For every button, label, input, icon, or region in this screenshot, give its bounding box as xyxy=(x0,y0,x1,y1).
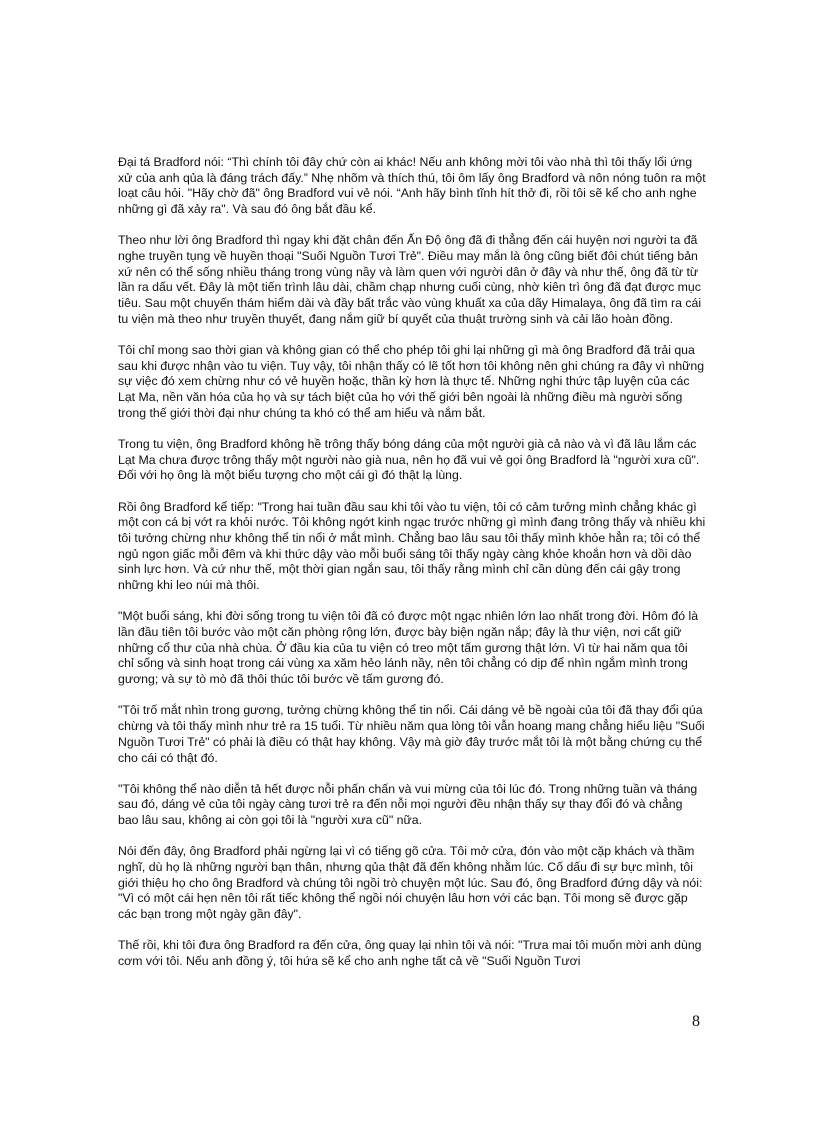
paragraph-2: Theo như lời ông Bradford thì ngay khi đặt chân đến Ấn Độ ông đã đi thẳng đến cái huyện nơi người ta đã nghe truyền tụng về huyền thoại "Suối Nguồn Tươi Trẻ". Điều may mắn là ông cũng biết đôi chút tiếng bản xứ nên có thể sống nhiều tháng trong vùng nầy và làm quen với người dân ở đây và như thế, ông đã từ từ lần ra dấu vết. Đây là một tiến trình lâu dài, chầm chạp nhưng cuối cùng, nhờ kiên trì ông đã đạt được mục tiêu. Sau một chuyến thám hiểm dài và đầy bất trắc vào vùng khuất xa của dãy Himalaya, ông đã tìm ra cái tu viện mà theo như truyền thuyết, đang nắm giữ bí quyết của thuật trường sinh và cải lão hoàn đồng. xyxy=(118,233,702,326)
paragraph-6: "Một buổi sáng, khi đời sống trong tu viện tôi đã có được một ngạc nhiên lớn lao nhất trong đời. Hôm đó là lần đầu tiên tôi bước vào một căn phòng rộng lớn, được bày biện ngăn nắp; đây là thư viện, nơi cất giữ những cổ thư của nhà chùa. Ở đầu kia của tu viện có treo một tấm gương thật lớn. Vì từ hai năm qua tôi chỉ sống và sinh hoạt trong cái vùng xa xăm hẻo lánh nầy, nên tôi chẳng có dịp để nhìn ngắm mình trong gương; và sự tò mò đã thôi thúc tôi bước về tấm gương đó. xyxy=(118,609,699,687)
paragraph-10: Thế rồi, khi tôi đưa ông Bradford ra đến cửa, ông quay lại nhìn tôi và nói: "Trưa mai tôi muốn mời anh dùng cơm với tôi. Nếu anh đồng ý, tôi hứa sẽ kể cho anh nghe tất cả về "Suối Nguồn Tươi xyxy=(118,938,702,969)
document-body xyxy=(118,155,706,985)
paragraph-5: Rồi ông Bradford kể tiếp: "Trong hai tuần đầu sau khi tôi vào tu viện, tôi có cảm tưởng mình chẳng khác gì một con cá bị vớt ra khỏi nước. Tôi không ngớt kinh ngạc trước những gì mình đang trông thấy và nhiều khi tôi tưởng chừng như không thể tin nổi ở mắt mình. Chẳng bao lâu sau tôi thấy mình khỏe hẳn ra; tôi có thể ngủ ngon giấc mỗi đêm và khi thức dậy vào mỗi buổi sáng tôi thấy ngày càng khỏe khoắn hơn và dồi dào sinh lực hơn. Và cứ như thế, một thời gian ngắn sau, tôi thấy rằng mình chỉ cần dùng đến cái gậy trong những khi leo núi mà thôi. xyxy=(118,499,706,593)
paragraph-3: Tôi chỉ mong sao thời gian và không gian có thể cho phép tôi ghi lại những gì mà ông Bradford đã trải qua sau khi được nhận vào tu viện. Tuy vậy, tôi nhận thấy có lẽ tốt hơn tôi không nên ghi chúng ra đây vì những sự việc đó xem chừng như có vẻ huyền hoặc, thần kỳ hơn là thực tế. Những nghi thức tập luyện của các Lạt Ma, nền văn hóa của họ và sự tách biệt của họ với thế giới bên ngoài là những điều mà người sống trong thế giới thời đại như chúng ta khó có thể am hiểu và nắm bắt. xyxy=(118,343,705,420)
paragraph-7: "Tôi trố mắt nhìn trong gương, tưởng chừng không thể tin nổi. Cái dáng vẻ bề ngoài của tôi đã thay đổi qúa chừng và tôi thấy mình như trẻ ra 15 tuổi. Từ nhiều năm qua lòng tôi vẫn hoang mang chẳng hiểu liệu "Suối Nguồn Tươi Trẻ" có phải là điều có thật hay không. Vậy mà giờ đây trước mắt tôi là một bằng chứng cụ thể cho cái có thật đó. xyxy=(118,703,705,765)
paragraph-1: Đại tá Bradford nói: “Thì chính tôi đây chứ còn ai khác! Nếu anh không mời tôi vào nhà thì tôi thấy lối ứng xử của anh qủa là đáng trách đấy.” Nhẹ nhõm và thích thú, tôi ôm lấy ông Bradford và nôn nóng tuôn ra một loạt câu hỏi. "Hãy chờ đã" ông Bradford vui vẻ nói. “Anh hãy bình tĩnh hít thở đi, rồi tôi sẽ kể cho anh nghe những gì đã xảy ra". Và sau đó ông bắt đầu kể. xyxy=(118,155,706,217)
paragraph-8: "Tôi không thể nào diễn tả hết được nỗi phấn chấn và vui mừng của tôi lúc đó. Trong những tuần và tháng sau đó, dáng vẻ của tôi ngày càng tươi trẻ ra đến nỗi mọi người đều nhận thấy sự thay đổi đó và chẳng bao lâu sau, không ai còn gọi tôi là "người xưa cũ" nữa. xyxy=(118,781,698,828)
page-number: 8 xyxy=(692,1013,700,1030)
paragraph-9: Nói đến đây, ông Bradford phải ngừng lại vì có tiếng gõ cửa. Tôi mở cửa, đón vào một cặp khách và thầm nghĩ, dù họ là những người bạn thân, nhưng qủa thật đã đến không nhằm lúc. Cố dấu đi sự bực mình, tôi giới thiệu họ cho ông Bradford và chúng tôi ngồi trò chuyện một lúc. Sau đó, ông Bradford đứng dậy và nói: "Vì có một cái hẹn nên tôi rất tiếc không thể ngồi nói chuyện lâu hơn với các bạn. Tôi mong sẽ được gặp các bạn trong một ngày gần đây". xyxy=(118,844,703,922)
paragraph-4: Trong tu viện, ông Bradford không hề trông thấy bóng dáng của một người già cả nào và vì đã lâu lắm các Lạt Ma chưa được trông thấy một người nào già nua, nên họ đã vui vẻ gọi ông Bradford là "người xưa cũ". Đối với họ ông là một biểu tượng cho một cái gì đó thật lạ lùng. xyxy=(118,437,700,483)
